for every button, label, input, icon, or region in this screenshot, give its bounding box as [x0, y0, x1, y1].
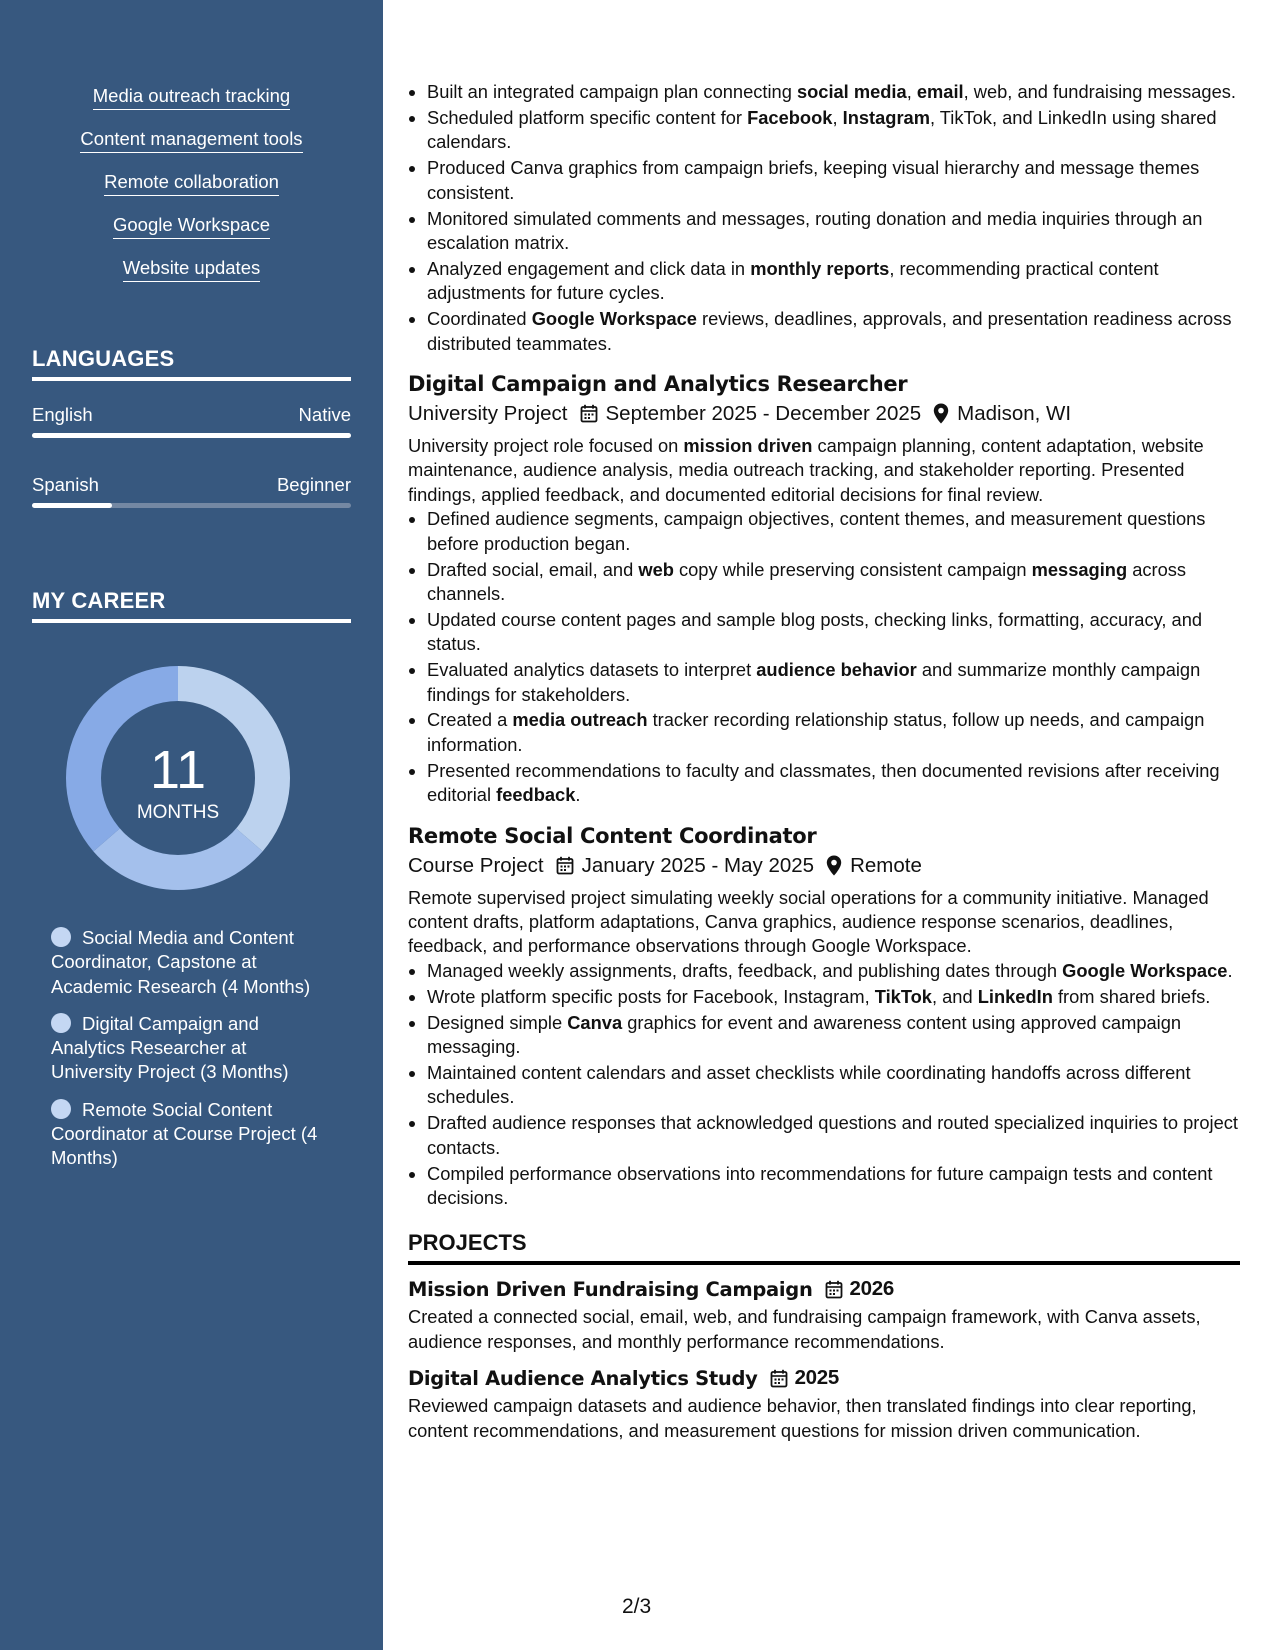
circle-bullet-icon [51, 1099, 71, 1119]
bullet-item: • Defined audience segments, campaign objectives, content themes, and measurement questions before production began. [427, 507, 1240, 556]
bullet-item: • Monitored simulated comments and messages, routing donation and media inquiries through an escalation matrix. [427, 207, 1240, 256]
bullet-item: • Analyzed engagement and click data in monthly reports, recommending practical content adjustments for future cycles. [427, 257, 1240, 306]
language-level: Beginner [276, 474, 351, 495]
calendar-icon [770, 1369, 788, 1388]
job-location: Madison, WI [957, 401, 1072, 425]
bullet-item: • Coordinated Google Workspace reviews, deadlines, approvals, and presentation readiness across distributed teammates. [427, 307, 1240, 356]
bullet-item: • Built an integrated campaign plan connecting social media, email, web, and fundraising messages. [427, 80, 1240, 104]
bullet-item: • Drafted social, email, and web copy while preserving consistent campaign messaging across channels. [427, 558, 1240, 607]
job-org: Course Project [408, 853, 544, 877]
language-name: English [32, 404, 93, 425]
career-donut-chart [64, 664, 292, 892]
skill-link[interactable]: Google Workspace [113, 213, 270, 239]
bullet-item: • Created a media outreach tracker recording relationship status, follow up needs, and campaign information. [427, 708, 1240, 757]
language-name: Spanish [32, 474, 99, 495]
skill-link[interactable]: Remote collaboration [104, 170, 279, 196]
skill-link[interactable]: Website updates [123, 256, 260, 282]
career-item-text: Digital Campaign and Analytics Researcher at University Project (3 Months) [51, 1012, 289, 1083]
intro-bullet-list [408, 80, 1240, 356]
project-title: Digital Audience Analytics Study [408, 1366, 758, 1390]
career-total-value: 11 [149, 740, 207, 800]
bullet-item: • Maintained content calendars and asset checklists while coordinating handoffs across different schedules. [427, 1061, 1240, 1110]
job-org: University Project [408, 401, 568, 425]
job-entry [408, 372, 1240, 808]
bullet-item: • Presented recommendations to faculty and classmates, then documented revisions after receiving editorial feedback. [427, 759, 1240, 808]
career-item [51, 1098, 331, 1171]
bullet-item: • Designed simple Canva graphics for event and awareness content using approved campaign messaging. [427, 1011, 1240, 1060]
project-title-row [408, 1277, 1240, 1301]
page-number: 2/3 [622, 1595, 652, 1618]
main-content [408, 80, 1240, 1443]
project-year: 2026 [849, 1277, 894, 1301]
bullet-item: • Compiled performance observations into recommendations for future campaign tests and content decisions. [427, 1162, 1240, 1211]
job-entry [408, 824, 1240, 1211]
job-description: University project role focused on mission driven campaign planning, content adaptation, website maintenance, audience analysis, media outreach tracking, and stakeholder reporting. Presented findings, applied feedback, and documented editorial decisions for final review. [408, 434, 1204, 505]
project-title: Mission Driven Fundraising Campaign [408, 1277, 813, 1301]
career-total-unit: MONTHS [136, 802, 220, 823]
job-meta [408, 852, 1240, 880]
job-description: Remote supervised project simulating weekly social operations for a community initiative. Managed content drafts, platform adaptations, Canva graphics, audience response scenarios, deadlines, feedback, and performance observations through Google Workspace. [408, 886, 1209, 957]
job-meta [408, 400, 1240, 428]
calendar-icon [825, 1280, 843, 1299]
job-bullet-list [408, 507, 1240, 807]
job-dates: September 2025 - December 2025 [605, 401, 922, 425]
job-bullet-list [408, 959, 1240, 1211]
bullet-item: • Updated course content pages and sample blog posts, checking links, formatting, accuracy, and status. [427, 608, 1240, 657]
bullet-item: • Scheduled platform specific content for Facebook, Instagram, TikTok, and LinkedIn using shared calendars. [427, 106, 1240, 155]
job-title: Remote Social Content Coordinator [408, 823, 817, 848]
map-pin-icon [933, 403, 949, 424]
project-year: 2025 [794, 1366, 839, 1390]
bullet-item: • Evaluated analytics datasets to interpret audience behavior and summarize monthly campaign findings for stakeholders. [427, 658, 1240, 707]
sidebar [0, 0, 383, 1650]
job-title: Digital Campaign and Analytics Researcher [408, 371, 908, 396]
map-pin-icon [826, 855, 842, 876]
calendar-icon [556, 856, 574, 875]
language-level: Native [298, 404, 351, 425]
language-bar [32, 433, 351, 438]
project-entry [408, 1277, 1240, 1354]
circle-bullet-icon [51, 1013, 71, 1033]
skills-list [0, 84, 383, 299]
bullet-item: • Drafted audience responses that acknowledged questions and routed specialized inquiries to project contacts. [427, 1111, 1240, 1160]
project-entry [408, 1366, 1240, 1443]
project-title-row [408, 1366, 1240, 1390]
bullet-item: • Managed weekly assignments, drafts, feedback, and publishing dates through Google Workspace. [427, 959, 1240, 983]
career-item [51, 926, 331, 999]
bullet-item: • Wrote platform specific posts for Facebook, Instagram, TikTok, and LinkedIn from shared briefs. [427, 985, 1240, 1009]
career-item-text: Social Media and Content Coordinator, Capstone at Academic Research (4 Months) [51, 927, 311, 997]
project-description: Reviewed campaign datasets and audience behavior, then translated findings into clear reporting, content recommendations, and measurement questions for mission driven communication. [408, 1395, 1197, 1441]
language-bar-fill [32, 503, 112, 508]
job-location: Remote [850, 853, 922, 877]
language-bar [32, 503, 351, 508]
languages-heading: LANGUAGES [32, 346, 351, 381]
circle-bullet-icon [51, 927, 71, 947]
career-heading: MY CAREER [32, 588, 351, 623]
projects-heading: PROJECTS [408, 1230, 1240, 1265]
bullet-item: • Produced Canva graphics from campaign briefs, keeping visual hierarchy and message themes consistent. [427, 156, 1240, 205]
job-dates: January 2025 - May 2025 [581, 853, 815, 877]
career-item-text: Remote Social Content Coordinator at Course Project (4 Months) [51, 1098, 318, 1169]
project-description: Created a connected social, email, web, and fundraising campaign framework, with Canva assets, audience responses, and monthly performance recommendations. [408, 1306, 1201, 1352]
career-list [51, 926, 331, 1184]
calendar-icon [580, 404, 598, 423]
career-item [51, 1012, 331, 1085]
skill-link[interactable]: Media outreach tracking [93, 84, 290, 110]
skill-link[interactable]: Content management tools [80, 127, 302, 153]
language-bar-fill [32, 433, 351, 438]
